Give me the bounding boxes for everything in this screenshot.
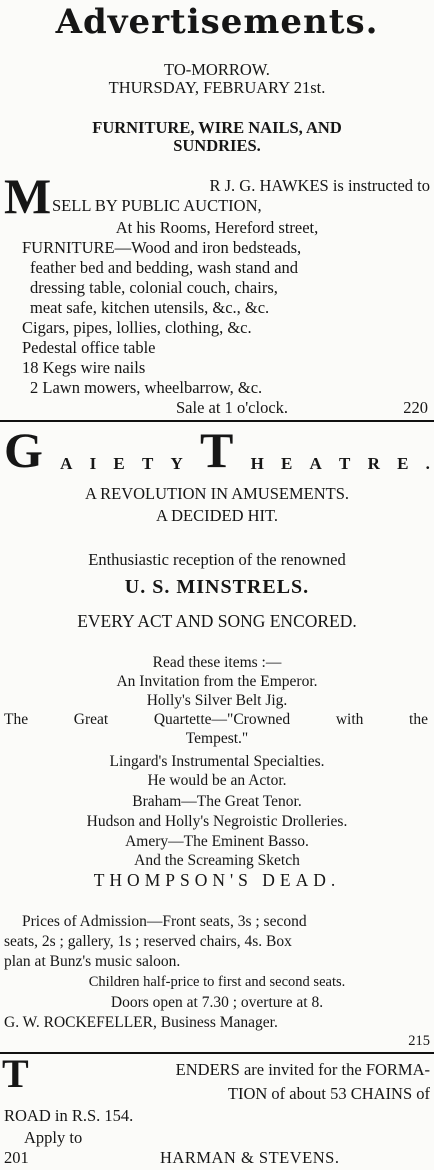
auction-body-line: FURNITURE—Wood and iron bedsteads, bbox=[22, 238, 302, 257]
theatre-title bbox=[4, 422, 430, 478]
word: Quartette—"Crowned bbox=[153, 711, 291, 728]
tenders-line: ROAD in R.S. 154. bbox=[4, 1106, 134, 1125]
theatre-item: An Invitation from the Emperor. bbox=[116, 673, 318, 690]
theatre-line: Enthusiastic reception of the renowned bbox=[88, 550, 346, 569]
theatre-title-letter: T bbox=[339, 454, 351, 473]
tenders-ref-number: 201 bbox=[4, 1148, 29, 1167]
theatre-item: Holly's Silver Belt Jig. bbox=[146, 692, 288, 709]
auction-body-line: dressing table, colonial couch, chairs, bbox=[30, 278, 278, 297]
theatre-title-letter: A bbox=[60, 454, 73, 473]
theatre-item: Hudson and Holly's Negroistic Drolleries. bbox=[86, 813, 348, 830]
auction-body-line: meat safe, kitchen utensils, &c., &c. bbox=[30, 298, 270, 317]
theatre-item: Read these items :— bbox=[152, 654, 282, 671]
theatre-item: He would be an Actor. bbox=[147, 772, 287, 789]
theatre-item: Lingard's Instrumental Specialties. bbox=[109, 753, 325, 770]
auction-body-line: R J. G. HAWKES is instructed to bbox=[209, 176, 430, 195]
auction-heading: FURNITURE, WIRE NAILS, AND bbox=[92, 118, 342, 137]
theatre-sketch-title: THOMPSON'S DEAD. bbox=[93, 870, 341, 890]
theatre-title-letter: R bbox=[367, 454, 380, 473]
word: with bbox=[335, 711, 364, 728]
word: The bbox=[4, 711, 29, 728]
tenders-firm: HARMAN & STEVENS. bbox=[160, 1148, 340, 1167]
word: the bbox=[409, 711, 428, 728]
auction-day-line: THURSDAY, FEBRUARY 21st. bbox=[108, 78, 326, 97]
tenders-line: ENDERS are invited for the FORMA- bbox=[175, 1060, 430, 1079]
theatre-title-letter: H bbox=[250, 454, 264, 473]
theatre-title-letter: T bbox=[141, 454, 154, 473]
theatre-title-letter: T bbox=[200, 422, 234, 478]
auction-body-line: feather bed and bedding, wash stand and bbox=[30, 258, 299, 277]
auction-body-line: At his Rooms, Hereford street, bbox=[115, 218, 319, 237]
theatre-line: A REVOLUTION IN AMUSEMENTS. bbox=[85, 484, 349, 503]
masthead: Advertisements. bbox=[55, 2, 379, 42]
auction-date-line: TO-MORROW. bbox=[164, 60, 270, 79]
theatre-item: Tempest." bbox=[185, 730, 249, 747]
theatre-title-letter: G bbox=[4, 422, 43, 478]
theatre-prices: Prices of Admission—Front seats, 3s ; second bbox=[22, 913, 307, 930]
auction-ref-number: 220 bbox=[403, 398, 428, 417]
theatre-title-letter: . bbox=[425, 454, 430, 473]
theatre-item: Braham—The Great Tenor. bbox=[132, 793, 302, 810]
tenders-drop-cap: T bbox=[2, 1051, 29, 1096]
column-rule bbox=[0, 1052, 434, 1054]
theatre-doors: Doors open at 7.30 ; overture at 8. bbox=[110, 994, 324, 1011]
auction-sale-time: Sale at 1 o'clock. bbox=[176, 398, 289, 417]
auction-drop-cap: M bbox=[4, 168, 52, 224]
theatre-ref-number: 215 bbox=[408, 1033, 430, 1049]
auction-heading-2: SUNDRIES. bbox=[173, 136, 261, 155]
theatre-title-letter: E bbox=[397, 454, 409, 473]
theatre-title-letter: A bbox=[309, 454, 322, 473]
theatre-item: And the Screaming Sketch bbox=[134, 852, 300, 869]
tenders-line: TION of about 53 CHAINS of bbox=[227, 1084, 430, 1103]
auction-body-line: Cigars, pipes, lollies, clothing, &c. bbox=[22, 318, 252, 337]
theatre-line: A DECIDED HIT. bbox=[155, 506, 279, 525]
theatre-prices: plan at Bunz's music saloon. bbox=[4, 953, 181, 970]
word: Great bbox=[73, 711, 109, 728]
auction-body-line: 2 Lawn mowers, wheelbarrow, &c. bbox=[30, 378, 263, 397]
auction-body-line: Pedestal office table bbox=[22, 338, 156, 357]
auction-body-line: SELL BY PUBLIC AUCTION, bbox=[52, 196, 262, 215]
theatre-encored: EVERY ACT AND SONG ENCORED. bbox=[77, 611, 357, 631]
theatre-title-letter: E bbox=[113, 454, 125, 473]
theatre-prices: seats, 2s ; gallery, 1s ; reserved chairs, 4s. Box bbox=[4, 933, 292, 950]
theatre-minstrels: U. S. MINSTRELS. bbox=[124, 576, 310, 598]
theatre-title-letter: I bbox=[89, 454, 97, 473]
tenders-apply: Apply to bbox=[24, 1128, 83, 1147]
theatre-children: Children half-price to first and second seats. bbox=[88, 974, 346, 990]
theatre-item-justified bbox=[4, 710, 428, 729]
theatre-manager: G. W. ROCKEFELLER, Business Manager. bbox=[4, 1014, 278, 1031]
theatre-title-letter: E bbox=[281, 454, 293, 473]
theatre-title-letter: Y bbox=[170, 454, 183, 473]
auction-body-line: 18 Kegs wire nails bbox=[22, 358, 146, 377]
theatre-item: Amery—The Eminent Basso. bbox=[125, 833, 309, 850]
